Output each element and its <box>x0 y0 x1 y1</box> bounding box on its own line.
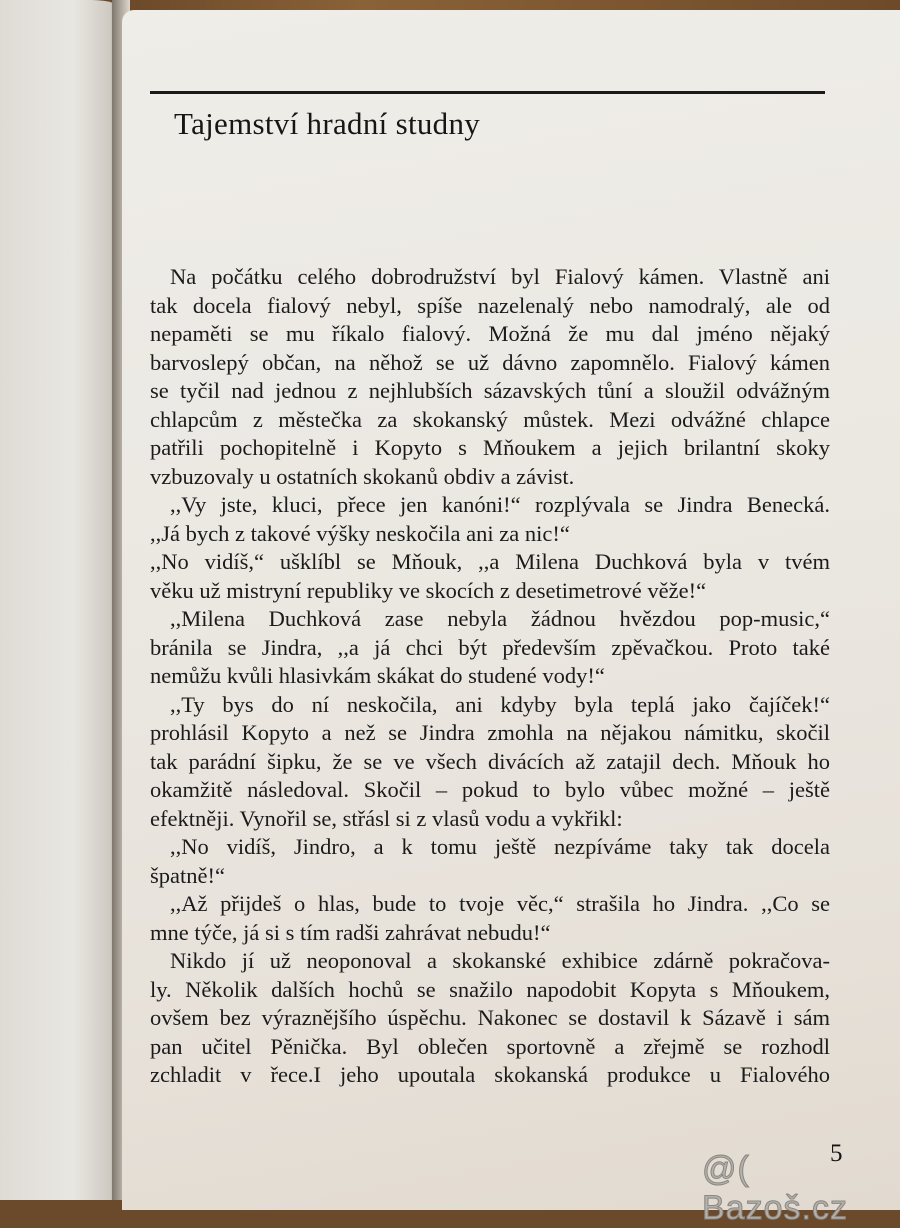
text-line: vzbuzovaly u ostatních skokanů obdiv a závist. <box>150 463 575 489</box>
text-line: nepaměti se mu říkalo fialový. Možná že mu dal jméno nějaký <box>150 321 830 346</box>
text-line: ,,Ty bys do ní neskočila, ani kdyby byla teplá jako čajíček!“ <box>170 691 830 717</box>
text-line: pan učitel Pěnička. Byl oblečen sportovně a zřejmě se rozhodl <box>150 1033 830 1059</box>
text-line: ,,Vy jste, kluci, přece jen kanóni!“ rozplývala se Jindra Benecká. <box>170 492 830 517</box>
text-line: špatně!“ <box>150 862 225 888</box>
text-line: barvoslepý občan, na něhož se už dávno zapomnělo. Fialový kámen <box>150 349 830 375</box>
chapter-title: Tajemství hradní studny <box>174 106 481 141</box>
text-line: Na počátku celého dobrodružství byl Fialový kámen. Vlastně ani <box>170 264 830 289</box>
text-line: věku už mistryní republiky ve skocích z desetimetrové věže!“ <box>150 577 707 603</box>
text-line: ,,No vidíš, Jindro, a k tomu ještě nezpíváme taky tak docela <box>170 834 830 859</box>
page-number: 5 <box>830 1140 843 1167</box>
text-line: Nikdo jí už neoponoval a skokanské exhibice zdárně pokračova- <box>170 948 830 973</box>
text-line: ,,Milena Duchková zase nebyla žádnou hvězdou pop-music,“ <box>170 606 830 631</box>
text-line: nemůžu kvůli hlasivkám skákat do studené vody!“ <box>150 663 605 688</box>
watermark: @( Bazoš.cz <box>702 1150 848 1227</box>
text-line: patřili pochopitelně i Kopyto s Mňoukem a jejich brilantní skoky <box>150 435 830 460</box>
text-line: tak parádní šipku, že se ve všech divácích až zatajil dech. Mňouk ho <box>150 748 830 774</box>
text-line: mne týče, já si s tím radši zahrávat nebudu!“ <box>150 919 551 945</box>
text-line: ly. Několik dalších hochů se snažilo napodobit Kopyta s Mňoukem, <box>150 976 830 1002</box>
text-line: okamžitě následoval. Skočil – pokud to bylo vůbec možné – ještě <box>150 777 830 802</box>
text-line: ovšem bez výraznějšího úspěchu. Nakonec se dostavil k Sázavě i sám <box>150 1005 830 1030</box>
text-line: ,,No vidíš,“ ušklíbl se Mňouk, ,,a Milena Duchková byla v tvém <box>150 549 830 574</box>
chapter-rule <box>150 91 825 94</box>
text-line: tak docela fialový nebyl, spíše nazelenalý nebo namodralý, ale od <box>150 292 830 318</box>
left-page <box>0 0 122 1200</box>
text-line: ,,Až přijdeš o hlas, bude to tvoje věc,“ strašila ho Jindra. ,,Co se <box>170 891 830 916</box>
text-line: bránila se Jindra, ,,a já chci být především zpěvačkou. Proto také <box>150 634 830 660</box>
text-line: zchladit v řece.I jeho upoutala skokanská produkce u Fialového <box>150 1062 830 1087</box>
text-line: chlapcům z městečka za skokanský můstek. Mezi odvážné chlapce <box>150 406 830 432</box>
body-text <box>150 263 830 1090</box>
text-line: efektněji. Vynořil se, střásl si z vlasů vodu a vykřikl: <box>150 805 623 831</box>
text-line: prohlásil Kopyto a než se Jindra zmohla na nějakou námitku, skočil <box>150 720 830 745</box>
text-line: ,,Já bych z takové výšky neskočila ani za nic!“ <box>150 520 570 546</box>
text-line: se tyčil nad jednou z nejhlubších sázavských tůní a sloužil odvážným <box>150 378 830 403</box>
